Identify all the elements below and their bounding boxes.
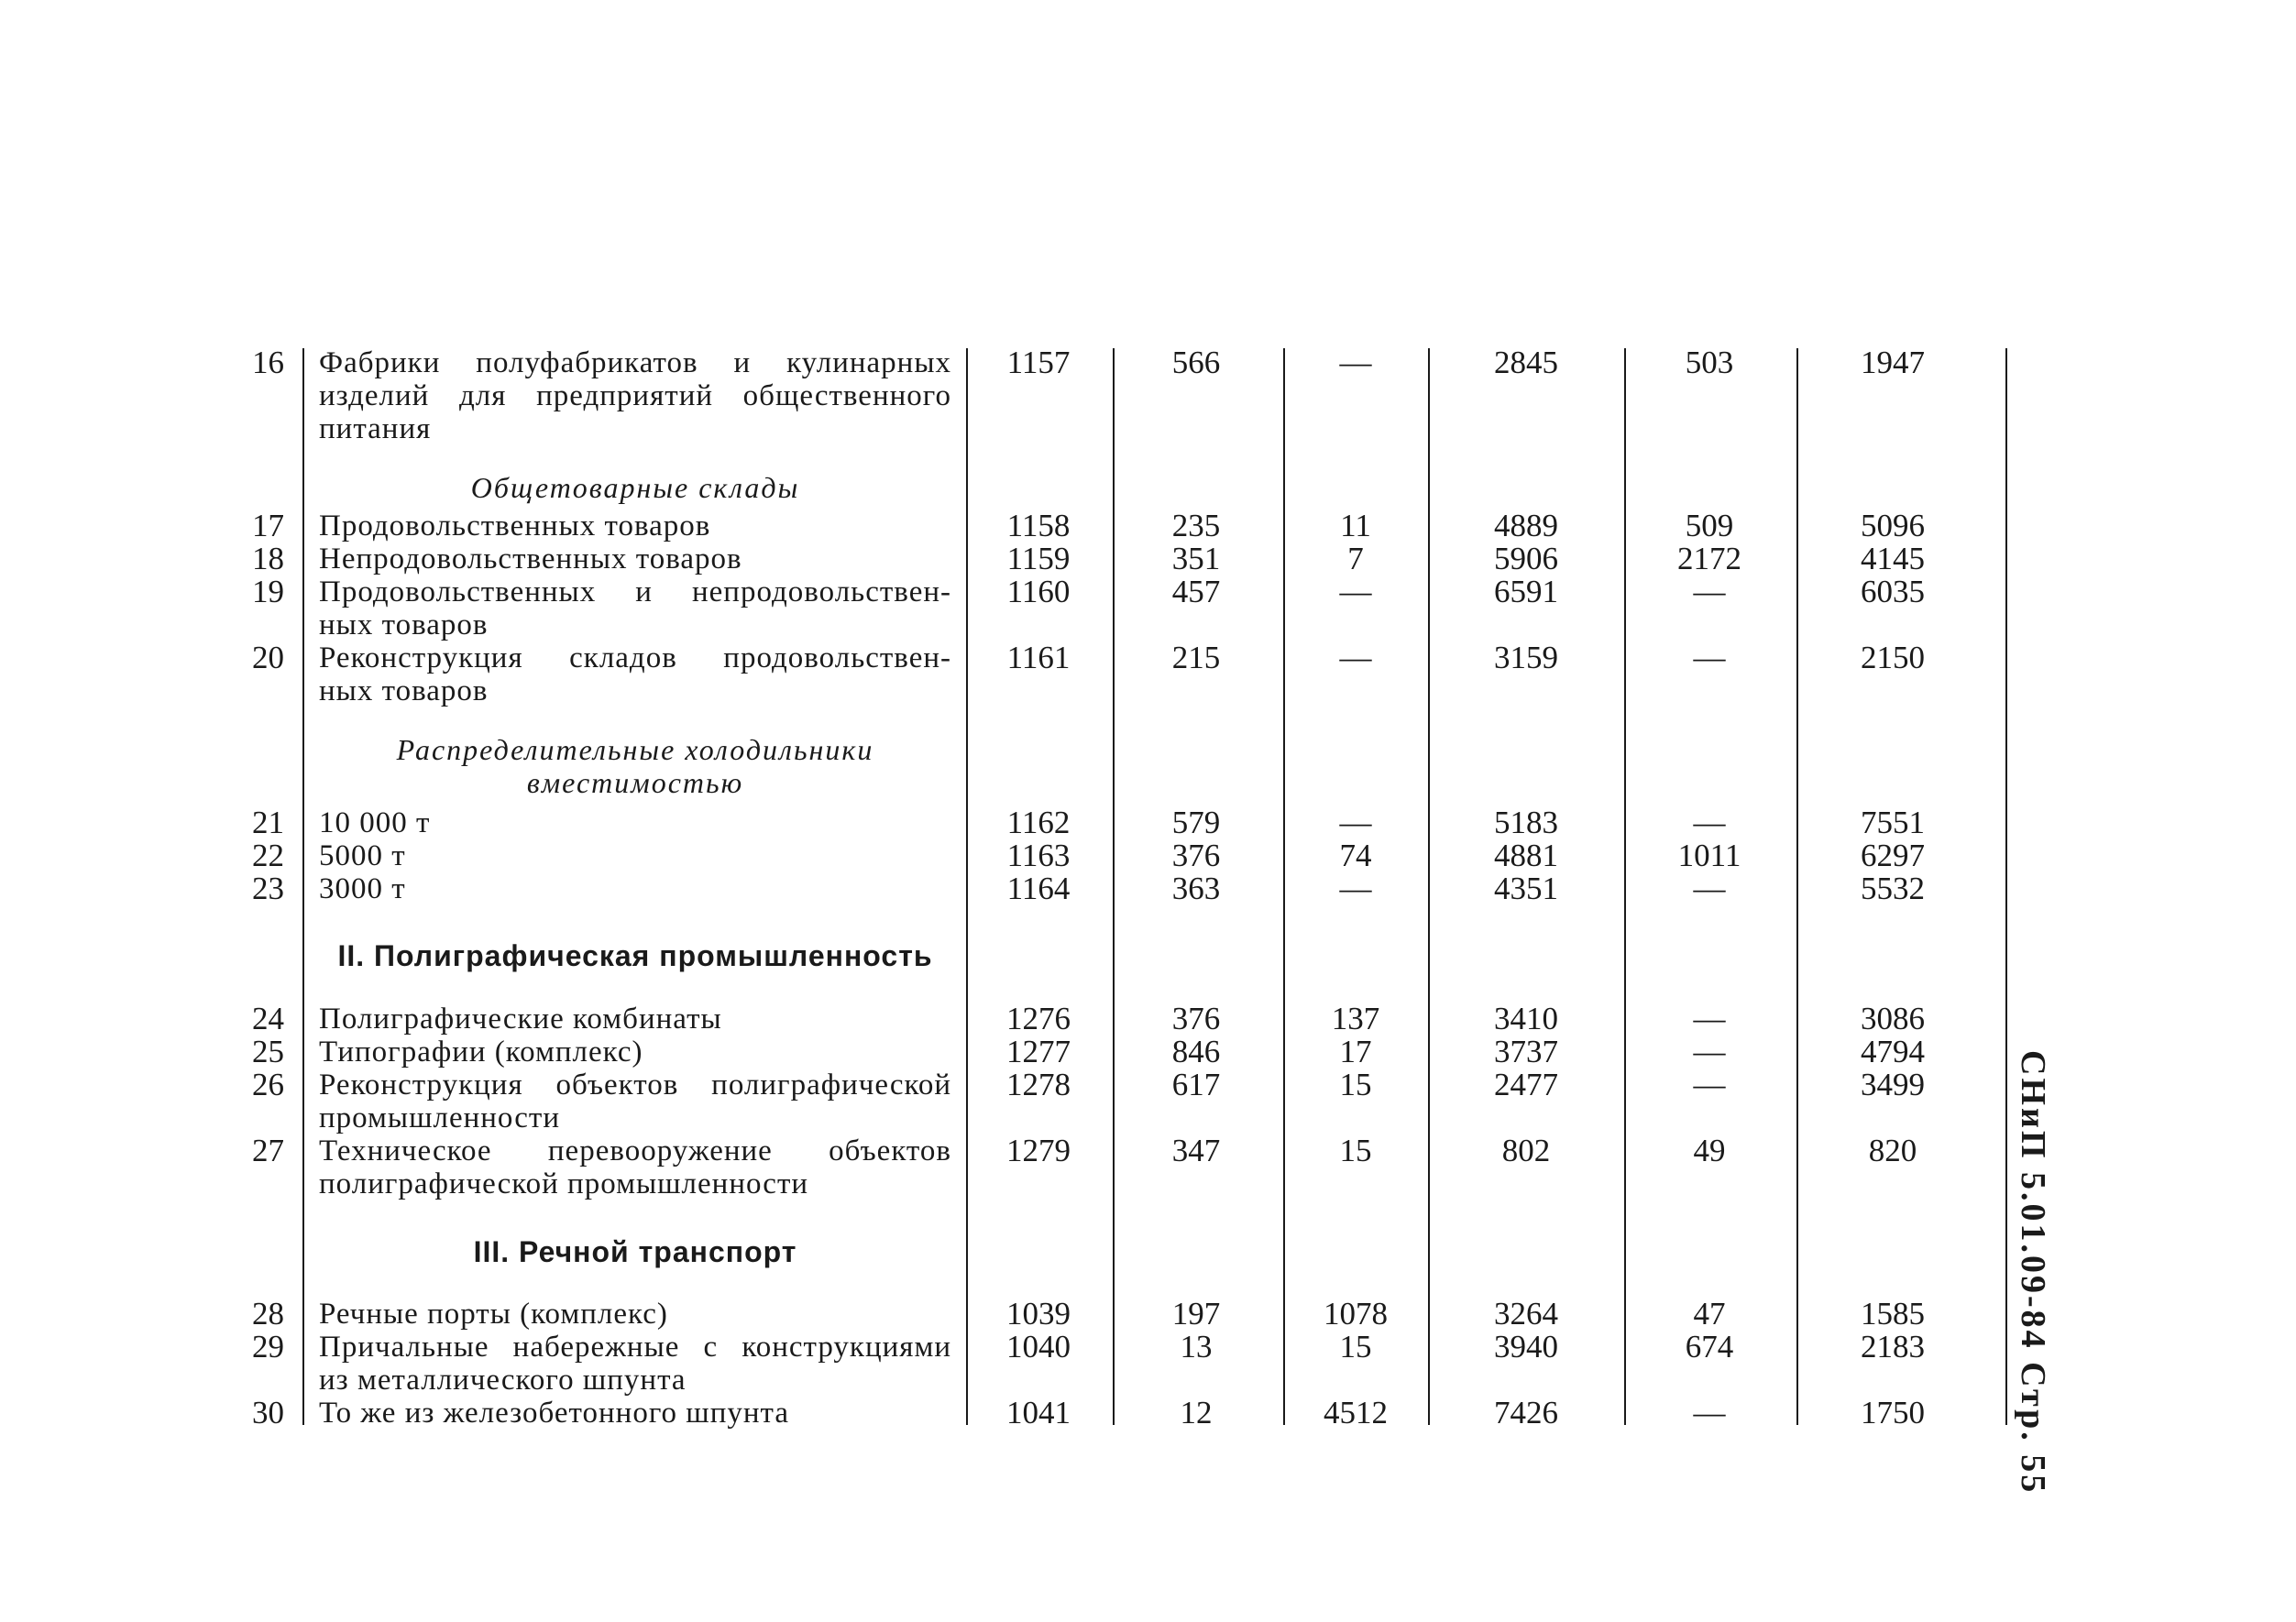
- cell-c6: 3086: [1861, 1001, 1925, 1036]
- rule-after-number: [302, 348, 304, 1425]
- cell-c6: 820: [1868, 1133, 1917, 1168]
- cell-c3: 137: [1331, 1001, 1380, 1036]
- cell-c5: —: [1693, 1067, 1726, 1102]
- section-heading-river: III. Речной транспорт: [473, 1235, 797, 1268]
- row-name: Непродовольственных товаров: [319, 542, 742, 575]
- cell-c6: 1585: [1861, 1296, 1925, 1332]
- cell-c5: 503: [1685, 345, 1734, 380]
- cell-c1: 1164: [1006, 871, 1071, 906]
- rule-col-1: [1113, 348, 1115, 1425]
- cell-c4: 7426: [1494, 1395, 1558, 1430]
- cell-c1: 1157: [1006, 345, 1071, 380]
- cell-c6: 6035: [1861, 574, 1925, 609]
- row-number: 23: [252, 871, 284, 906]
- row-number: 29: [252, 1329, 284, 1364]
- row-name-line2: из металлического шпунта: [319, 1364, 687, 1397]
- cell-c6: 5532: [1861, 871, 1925, 906]
- cell-c1: 1040: [1006, 1329, 1071, 1364]
- cell-c2: 846: [1171, 1034, 1221, 1069]
- cell-c3: 11: [1340, 508, 1371, 543]
- row-name-line1: Реконструкция складов продовольствен-: [319, 641, 951, 674]
- cell-c2: 457: [1171, 574, 1221, 609]
- cell-c5: —: [1693, 640, 1726, 675]
- cell-c1: 1277: [1006, 1034, 1071, 1069]
- cell-c2: 579: [1171, 805, 1221, 840]
- cell-c5: —: [1693, 871, 1726, 906]
- cell-c2: 235: [1171, 508, 1221, 543]
- row-number: 18: [252, 541, 284, 576]
- cell-c2: 566: [1171, 345, 1221, 380]
- cell-c3: 15: [1339, 1329, 1372, 1364]
- rule-col-4: [1624, 348, 1626, 1425]
- row-name-line1: Продовольственных и непродовольствен-: [319, 575, 951, 608]
- cell-c3: 74: [1339, 838, 1372, 873]
- section-heading-printing: II. Полиграфическая промышленность: [337, 939, 933, 972]
- cell-c5: —: [1693, 1395, 1726, 1430]
- cell-c2: 12: [1180, 1395, 1213, 1430]
- row-number: 22: [252, 838, 284, 873]
- cell-c3: —: [1339, 574, 1372, 609]
- row-number: 19: [252, 574, 284, 609]
- row-number: 21: [252, 805, 284, 840]
- cell-c5: —: [1693, 1034, 1726, 1069]
- cell-c3: 17: [1339, 1034, 1372, 1069]
- row-number: 26: [252, 1067, 284, 1102]
- cell-c4: 3159: [1494, 640, 1558, 675]
- cell-c1: 1161: [1006, 640, 1071, 675]
- rule-after-name: [966, 348, 968, 1425]
- cell-c6: 1750: [1861, 1395, 1925, 1430]
- row-name-line2: ных товаров: [319, 674, 489, 707]
- row-name: 10 000 т: [319, 806, 431, 839]
- cell-c4: 5183: [1494, 805, 1558, 840]
- row-name-line1: Техническое перевооружение объектов: [319, 1134, 951, 1167]
- cell-c2: 13: [1180, 1329, 1213, 1364]
- row-number: 17: [252, 508, 284, 543]
- row-number: 30: [252, 1395, 284, 1430]
- cell-c1: 1278: [1006, 1067, 1071, 1102]
- row-number: 27: [252, 1133, 284, 1168]
- cell-c4: 4351: [1494, 871, 1558, 906]
- cell-c1: 1162: [1006, 805, 1071, 840]
- cell-c5: —: [1693, 1001, 1726, 1036]
- cell-c3: 1078: [1324, 1296, 1388, 1332]
- subheading-warehouses: Общетоварные склады: [470, 471, 800, 504]
- cell-c4: 2477: [1494, 1067, 1558, 1102]
- cell-c2: 617: [1171, 1067, 1221, 1102]
- row-name: Фабрики полуфабрикатов и кулинарных изделий для предприятий общественного питания: [319, 346, 951, 445]
- cell-c1: 1276: [1006, 1001, 1071, 1036]
- cell-c2: 376: [1171, 1001, 1221, 1036]
- cell-c5: 1011: [1677, 838, 1741, 873]
- cell-c2: 363: [1171, 871, 1221, 906]
- cell-c6: 7551: [1861, 805, 1925, 840]
- row-name: 5000 т: [319, 839, 406, 872]
- cell-c6: 2150: [1861, 640, 1925, 675]
- cell-c5: —: [1693, 574, 1726, 609]
- row-number: 24: [252, 1001, 284, 1036]
- cell-c4: 3940: [1494, 1329, 1558, 1364]
- cell-c3: —: [1339, 640, 1372, 675]
- row-name-line2: полиграфической промышленности: [319, 1167, 809, 1200]
- cell-c5: —: [1693, 805, 1726, 840]
- row-name: То же из железобетонного шпунта: [319, 1397, 789, 1430]
- cell-c4: 3410: [1494, 1001, 1558, 1036]
- cell-c1: 1158: [1006, 508, 1071, 543]
- subheading-refrigerators-line2: вместимостью: [526, 766, 744, 799]
- cell-c5: 509: [1685, 508, 1734, 543]
- cell-c1: 1039: [1006, 1296, 1071, 1332]
- cell-c3: 4512: [1324, 1395, 1388, 1430]
- cell-c6: 4794: [1861, 1034, 1925, 1069]
- rule-col-5: [1796, 348, 1798, 1425]
- cell-c4: 802: [1501, 1133, 1551, 1168]
- cell-c1: 1163: [1006, 838, 1071, 873]
- cell-c4: 4881: [1494, 838, 1558, 873]
- cell-c3: —: [1339, 805, 1372, 840]
- cell-c6: 5096: [1861, 508, 1925, 543]
- cell-c1: 1160: [1006, 574, 1071, 609]
- rule-col-6: [2005, 348, 2007, 1425]
- cell-c3: 7: [1347, 541, 1364, 576]
- row-name: Типографии (комплекс): [319, 1036, 643, 1069]
- row-name-line2: ных товаров: [319, 608, 489, 641]
- cell-c2: 376: [1171, 838, 1221, 873]
- cell-c6: 3499: [1861, 1067, 1925, 1102]
- cell-c5: 47: [1693, 1296, 1726, 1332]
- cell-c4: 3264: [1494, 1296, 1558, 1332]
- cell-c3: 15: [1339, 1067, 1372, 1102]
- rule-col-3: [1428, 348, 1430, 1425]
- row-number: 25: [252, 1034, 284, 1069]
- cell-c3: 15: [1339, 1133, 1372, 1168]
- row-name: Продовольственных товаров: [319, 510, 711, 542]
- cell-c6: 2183: [1861, 1329, 1925, 1364]
- cell-c3: —: [1339, 871, 1372, 906]
- cell-c4: 6591: [1494, 574, 1558, 609]
- cell-c4: 2845: [1494, 345, 1558, 380]
- cell-c4: 5906: [1494, 541, 1558, 576]
- subheading-refrigerators: Распределительные холодильники: [396, 733, 874, 766]
- row-number: 16: [252, 345, 284, 380]
- row-name-line1: Реконструкция объектов полиграфической: [319, 1069, 951, 1101]
- cell-c2: 197: [1171, 1296, 1221, 1332]
- row-name-line1: Причальные набережные с конструкциями: [319, 1331, 951, 1364]
- rule-col-2: [1283, 348, 1285, 1425]
- cell-c4: 3737: [1494, 1034, 1558, 1069]
- cell-c5: 2172: [1677, 541, 1741, 576]
- row-name-line2: промышленности: [319, 1101, 560, 1134]
- cell-c1: 1041: [1006, 1395, 1071, 1430]
- cell-c5: 674: [1685, 1329, 1734, 1364]
- cell-c1: 1159: [1006, 541, 1071, 576]
- row-number: 20: [252, 640, 284, 675]
- cell-c5: 49: [1693, 1133, 1726, 1168]
- cell-c3: —: [1339, 345, 1372, 380]
- cell-c6: 6297: [1861, 838, 1925, 873]
- cell-c1: 1279: [1006, 1133, 1071, 1168]
- row-name: Полиграфические комбинаты: [319, 1003, 722, 1036]
- cell-c6: 4145: [1861, 541, 1925, 576]
- row-name: Речные порты (комплекс): [319, 1298, 668, 1331]
- side-caption-wrap: [2013, 1050, 2053, 1496]
- cell-c2: 351: [1171, 541, 1221, 576]
- row-number: 28: [252, 1296, 284, 1332]
- side-caption: СНиП 5.01.09-84 Стр. 55: [2014, 1050, 2052, 1496]
- cell-c6: 1947: [1861, 345, 1925, 380]
- cell-c2: 215: [1171, 640, 1221, 675]
- cell-c4: 4889: [1494, 508, 1558, 543]
- cell-c2: 347: [1171, 1133, 1221, 1168]
- row-name: 3000 т: [319, 872, 406, 905]
